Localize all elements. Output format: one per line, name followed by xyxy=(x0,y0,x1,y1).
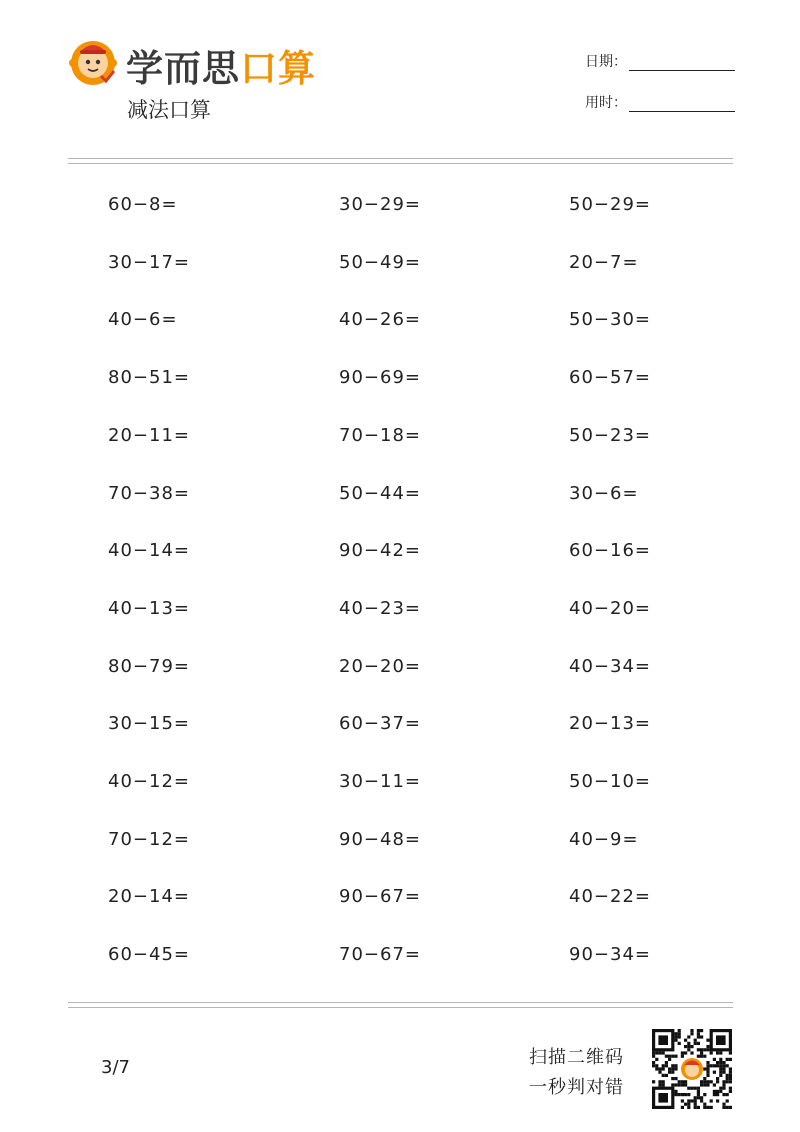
problem-item: 50−10= xyxy=(569,771,651,792)
monkey-logo-icon xyxy=(68,36,118,86)
page-number: 3/7 xyxy=(101,1057,130,1078)
problem-item: 40−14= xyxy=(108,540,190,561)
problem-item: 30−6= xyxy=(569,483,639,504)
scan-instruction-line1: 扫描二维码 xyxy=(529,1047,624,1068)
problem-item: 30−11= xyxy=(339,771,421,792)
problem-item: 40−12= xyxy=(108,771,190,792)
problem-item: 90−69= xyxy=(339,367,421,388)
brand-main: 学而思 xyxy=(126,47,240,90)
date-label: 日期： xyxy=(585,54,627,70)
problem-item: 20−11= xyxy=(108,425,190,446)
problem-item: 40−13= xyxy=(108,598,190,619)
problem-item: 60−37= xyxy=(339,713,421,734)
problem-item: 20−14= xyxy=(108,886,190,907)
problem-item: 20−13= xyxy=(569,713,651,734)
problem-item: 70−18= xyxy=(339,425,421,446)
qr-code-icon[interactable] xyxy=(652,1029,732,1109)
problem-item: 60−8= xyxy=(108,194,178,215)
problem-item: 40−23= xyxy=(339,598,421,619)
problem-item: 40−20= xyxy=(569,598,651,619)
problem-item: 50−44= xyxy=(339,483,421,504)
problem-item: 40−26= xyxy=(339,309,421,330)
brand-accent: 口算 xyxy=(240,47,316,90)
problem-item: 40−6= xyxy=(108,309,178,330)
problem-item: 80−79= xyxy=(108,656,190,677)
problem-item: 50−23= xyxy=(569,425,651,446)
problem-item: 30−17= xyxy=(108,252,190,273)
problem-item: 50−29= xyxy=(569,194,651,215)
problem-item: 80−51= xyxy=(108,367,190,388)
footer-divider-bottom xyxy=(68,1007,733,1008)
problem-item: 30−29= xyxy=(339,194,421,215)
problem-item: 40−34= xyxy=(569,656,651,677)
scan-instruction-line2: 一秒判对错 xyxy=(529,1077,624,1098)
problem-item: 90−48= xyxy=(339,829,421,850)
date-blank[interactable] xyxy=(629,57,735,71)
date-field xyxy=(585,51,735,71)
brand-title xyxy=(126,38,316,92)
time-label: 用时： xyxy=(585,95,627,111)
problem-item: 90−67= xyxy=(339,886,421,907)
header-divider-top xyxy=(68,158,733,159)
problem-item: 90−42= xyxy=(339,540,421,561)
problem-item: 90−34= xyxy=(569,944,651,965)
problem-item: 20−20= xyxy=(339,656,421,677)
time-field xyxy=(585,92,735,112)
problem-item: 60−57= xyxy=(569,367,651,388)
worksheet-subtitle: 减法口算 xyxy=(127,98,211,122)
time-blank[interactable] xyxy=(629,98,735,112)
footer-divider-top xyxy=(68,1002,733,1003)
problem-item: 70−67= xyxy=(339,944,421,965)
problem-item: 20−7= xyxy=(569,252,639,273)
problem-item: 70−12= xyxy=(108,829,190,850)
problem-item: 60−16= xyxy=(569,540,651,561)
problem-item: 40−9= xyxy=(569,829,639,850)
header-divider-bottom xyxy=(68,163,733,164)
problem-item: 50−30= xyxy=(569,309,651,330)
problem-item: 30−15= xyxy=(108,713,190,734)
problem-item: 60−45= xyxy=(108,944,190,965)
problem-item: 40−22= xyxy=(569,886,651,907)
problem-item: 70−38= xyxy=(108,483,190,504)
problem-item: 50−49= xyxy=(339,252,421,273)
